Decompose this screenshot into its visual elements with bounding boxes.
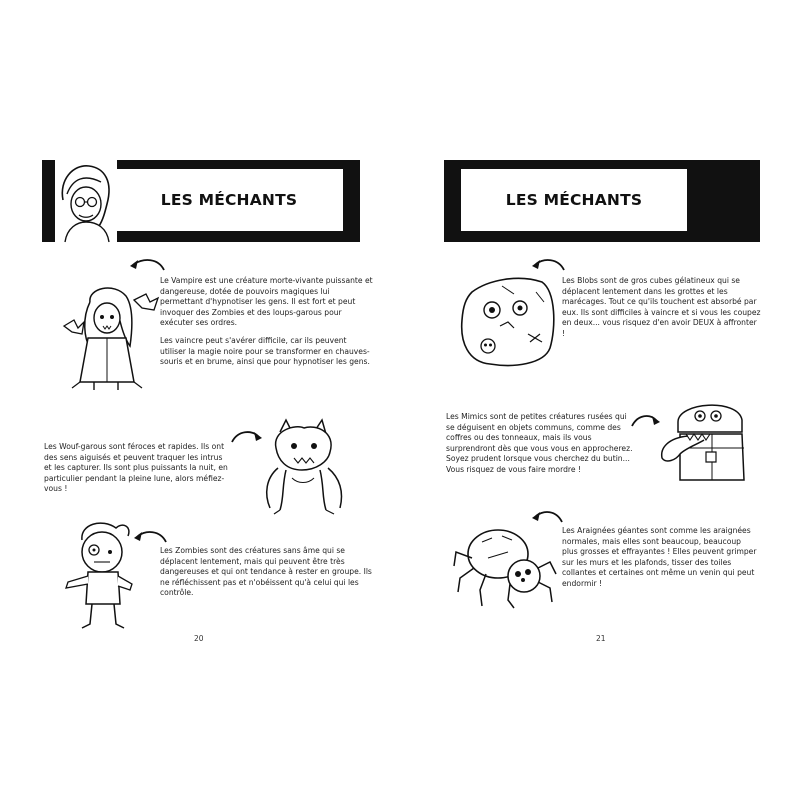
mimic-paragraph: Les Mimics sont de petites créatures rusées qui se déguisent en objets communs, comme des coffres ou des tonneaux, mais ils vous surprendront dès que vous vous en approcherez. Soyez prudent lorsque vous cherchez du butin... Vous risquez de vous faire mordre ! <box>446 412 633 474</box>
blob-paragraph: Les Blobs sont de gros cubes gélatineux qui se déplacent lentement dans les grottes et les marécages. Tout ce qu'ils touchent est absorbé par eux. Ils sont difficiles à vaincre et si vous les coupez en deux... vous risquez d'en avoir DEUX à affronter ! <box>562 276 761 338</box>
werewolf-paragraph: Les Wouf-garous sont féroces et rapides. Ils ont des sens aiguisés et peuvent traquer les intrus et les capturer. Ils sont plus puissants la nuit, en particulier pendant la pleine lune, alors méfiez-vous ! <box>44 442 228 494</box>
curved-arrow-icon <box>530 508 564 524</box>
zombie-paragraph: Les Zombies sont des créatures sans âme qui se déplacent lentement, mais qui peuvent être très dangereuses et qui ont tendance à rester en groupe. Ils ne réfléchissent pas et n'obéissent qu'à celui qui les contrôle. <box>160 546 372 598</box>
right-page <box>400 0 800 800</box>
curved-arrow-icon <box>530 256 566 272</box>
vampire-illustration <box>60 282 160 390</box>
spider-paragraph: Les Araignées géantes sont comme les araignées normales, mais elles sont beaucoup, beaucoup plus grosses et effrayantes ! Elles peuvent grimper sur les murs et les plafonds, tisser des toiles collantes et certaines ont même un venin qui peut endormir ! <box>562 526 757 588</box>
mimic-illustration <box>658 392 758 488</box>
werewolf-description <box>44 442 230 502</box>
page-title: LES MÉCHANTS <box>160 191 298 209</box>
title-banner <box>444 160 760 242</box>
werewolf-illustration <box>256 418 352 514</box>
vampire-paragraph-2: Les vaincre peut s'avérer difficile, car ils peuvent utiliser la magie noire pour se transformer en chauves-souris et en brume, ainsi que pour hypnotiser les gens. <box>160 335 370 367</box>
spider-illustration <box>452 518 558 610</box>
curved-arrow-icon <box>132 528 168 544</box>
character-portrait <box>55 160 117 242</box>
spider-description <box>562 526 758 597</box>
page-number: 20 <box>194 634 204 643</box>
vampire-paragraph-1: Le Vampire est une créature morte-vivante puissante et dangereuse, dotée de pouvoirs magiques lui permettant d'hypnotiser les gens. Il est fort et peut invoquer des Zombies et des loups-garous pour exécuter ses ordres. <box>160 276 373 328</box>
zombie-description <box>160 546 376 606</box>
page-number: 21 <box>596 634 606 643</box>
page-title: LES MÉCHANTS <box>505 191 643 209</box>
title-box <box>114 168 344 232</box>
blob-description <box>562 276 762 347</box>
vampire-description <box>160 276 374 375</box>
mimic-description <box>446 412 636 483</box>
title-box <box>460 168 688 232</box>
curved-arrow-icon <box>128 256 166 272</box>
blob-illustration <box>458 272 558 368</box>
